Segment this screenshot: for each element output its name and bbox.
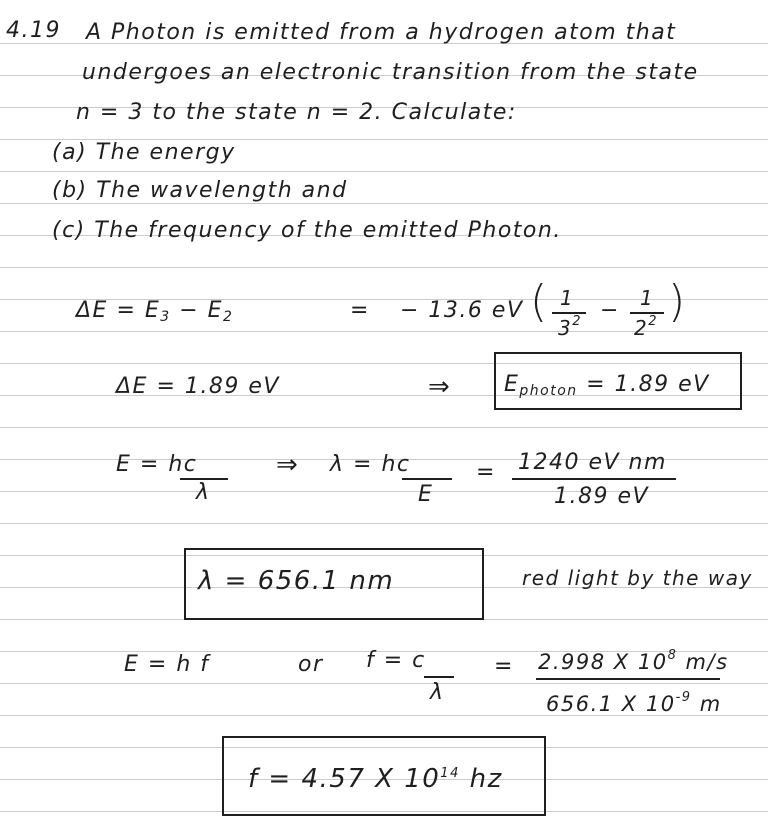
energy-frequency-relation: E = h f: [124, 652, 210, 677]
implies-arrow-1: ⇒: [428, 372, 452, 402]
rydberg-constant: − 13.6 eV: [400, 298, 524, 323]
frequency-denominator: λ: [430, 680, 445, 705]
problem-part-c: (c) The frequency of the emitted Photon.: [52, 218, 562, 243]
delta-e-value: ΔE = 1.89 eV: [116, 374, 280, 399]
problem-number: 4.19: [6, 18, 61, 43]
problem-line-1: A Photon is emitted from a hydrogen atom that: [86, 20, 677, 45]
planck-denominator: λ: [196, 480, 211, 505]
right-paren: ): [668, 276, 686, 327]
wavelength-denominator: E: [418, 482, 434, 507]
planck-relation: E = hc: [116, 452, 198, 477]
equals-sign-1: =: [350, 298, 370, 323]
hc-value: 1240 eV nm: [518, 450, 667, 475]
speed-of-light: 2.998 X $10^8$ m/s: [538, 648, 729, 674]
implies-arrow-2: ⇒: [276, 450, 300, 480]
fraction-1-denominator: $3^2$: [558, 314, 583, 340]
frequency-formula: f = c: [366, 648, 426, 673]
equals-sign-3: =: [494, 654, 514, 679]
photon-energy: $E_{photon} = 1.89$ eV: [504, 372, 710, 399]
delta-e-equation: $\Delta E = E_3 - E_2$: [76, 298, 234, 325]
fraction-1-numerator: 1: [560, 286, 575, 310]
equals-sign-2: =: [476, 460, 496, 485]
problem-part-a: (a) The energy: [52, 140, 236, 165]
frequency-fraction-bar: [424, 676, 454, 678]
red-light-note: red light by the way: [522, 566, 753, 590]
or-word: or: [298, 652, 324, 677]
hc-fraction-bar: [512, 478, 676, 480]
frequency-result: f = 4.57 X $10^{14}$ hz: [248, 764, 503, 794]
fraction-2-numerator: 1: [640, 286, 655, 310]
fraction-2-denominator: $2^2$: [634, 314, 659, 340]
minus-sign: −: [600, 298, 620, 323]
problem-part-b: (b) The wavelength and: [52, 178, 348, 203]
wavelength-fraction-bar: [402, 478, 452, 480]
speed-fraction-bar: [536, 678, 720, 680]
left-paren: (: [530, 276, 548, 327]
wavelength-meters: 656.1 X $10^{-9}$ m: [546, 690, 722, 716]
problem-line-2: undergoes an electronic transition from the state: [82, 60, 699, 85]
wavelength-formula: λ = hc: [330, 452, 411, 477]
wavelength-result: λ = 656.1 nm: [198, 566, 395, 596]
energy-value: 1.89 eV: [554, 484, 650, 509]
problem-line-3: n = 3 to the state n = 2. Calculate:: [76, 100, 517, 125]
